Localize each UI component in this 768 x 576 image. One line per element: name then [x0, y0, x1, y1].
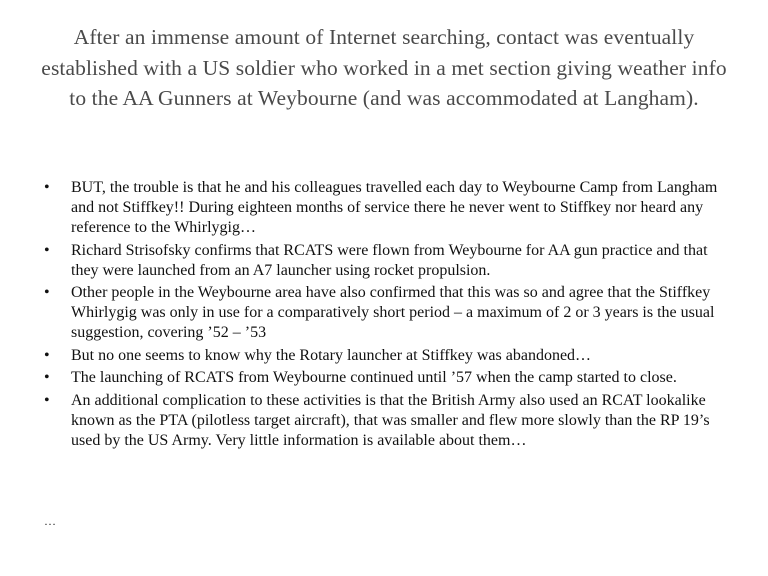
bullet-item	[44, 368, 734, 388]
bullet-text: But no one seems to know why the Rotary launcher at Stiffkey was abandoned…	[71, 346, 592, 364]
bullet-dot-icon: •	[44, 369, 50, 386]
bullet-item	[44, 283, 734, 343]
bullet-item	[44, 241, 734, 281]
slide-title: After an immense amount of Internet searching, contact was eventually established with a US soldier who worked in a met section giving weather info to the AA Gunners at Weybourne (and was accommodated at Langham).	[41, 25, 727, 110]
bullet-dot-icon: •	[44, 284, 50, 301]
bullet-dot-icon: •	[44, 241, 50, 259]
bullet-dot-icon: •	[44, 179, 50, 196]
trailing-ellipsis: …	[44, 514, 56, 528]
bullet-item	[44, 391, 734, 451]
bullet-text: BUT, the trouble is that he and his colleagues travelled each day to Weybourne Camp from Langham and not Stiffkey!! During eighteen months of service there he never went to Stiffkey nor heard any reference to the Whirlygig…	[71, 179, 718, 236]
bullet-text: The launching of RCATS from Weybourne continued until ’57 when the camp started to close.	[71, 369, 677, 386]
bullet-text: Other people in the Weybourne area have also confirmed that this was so and agree that the Stiffkey Whirlygig was only in use for a comparatively short period – a maximum of 2 or 3 years is the usual suggestion, covering ’52 – ’53	[71, 284, 715, 341]
bullet-text: An additional complication to these activities is that the British Army also used an RCAT lookalike known as the PTA (pilotless target aircraft), that was smaller and flew more slowly than the RP 19’s used by the US Army. Very little information is available about them…	[71, 391, 710, 449]
bullet-dot-icon: •	[44, 391, 50, 409]
bullet-item	[44, 178, 734, 238]
bullet-item	[44, 346, 734, 366]
bullet-text: Richard Strisofsky confirms that RCATS were flown from Weybourne for AA gun practice and that they were launched from an A7 launcher using rocket propulsion.	[71, 241, 708, 279]
bullet-list	[44, 178, 734, 453]
bullet-dot-icon: •	[44, 346, 50, 364]
